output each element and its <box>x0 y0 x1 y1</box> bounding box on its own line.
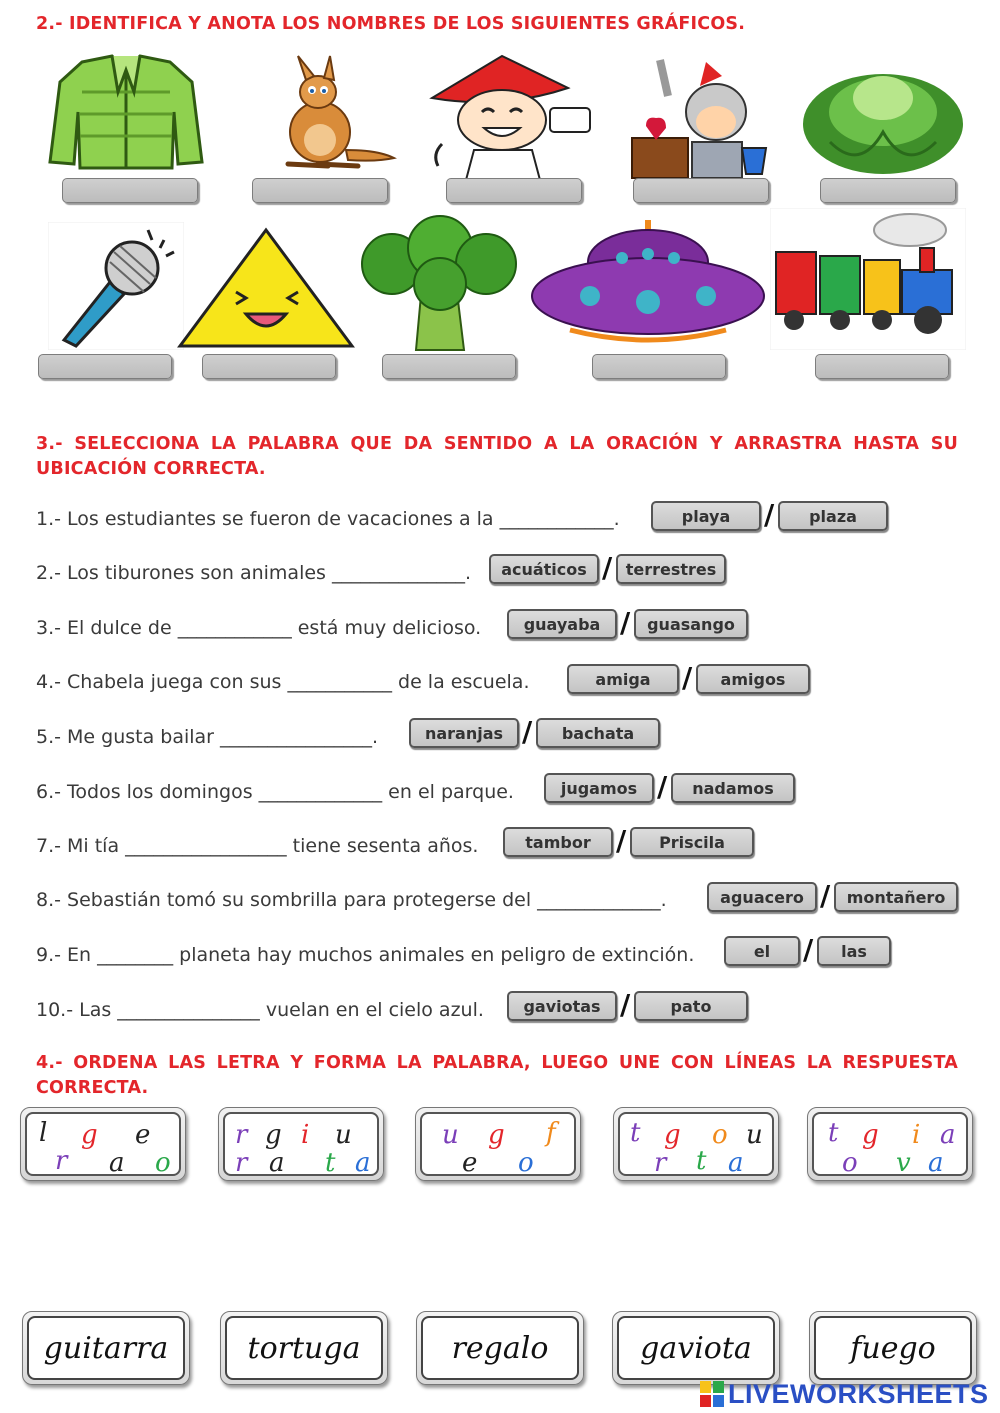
option-aguacero[interactable]: aguacero <box>707 882 817 912</box>
jacket-picture <box>42 52 210 172</box>
option-gaviotas[interactable]: gaviotas <box>507 991 617 1021</box>
answer-box[interactable] <box>633 178 769 203</box>
word-label: regalo <box>421 1316 579 1380</box>
letter: e <box>135 1120 151 1150</box>
liveworksheets-logo-icon <box>700 1381 724 1407</box>
letter: g <box>81 1120 98 1150</box>
chinese-boy-picture <box>422 54 600 180</box>
word-label: gaviota <box>617 1316 775 1380</box>
sentence-10: 10.- Las _______________ vuelan en el cielo azul. <box>36 999 484 1021</box>
letter: o <box>842 1148 858 1178</box>
option-el[interactable]: el <box>724 936 800 966</box>
ufo-picture <box>530 218 766 350</box>
sentence-2: 2.- Los tiburones son animales ______________. <box>36 562 472 584</box>
letter: a <box>269 1148 285 1178</box>
letter: t <box>325 1148 336 1178</box>
word-label: tortuga <box>225 1316 383 1380</box>
letter: u <box>335 1120 352 1150</box>
option-nadamos[interactable]: nadamos <box>671 773 795 803</box>
letter: g <box>488 1120 505 1150</box>
answer-box[interactable] <box>382 354 516 379</box>
word-label: guitarra <box>27 1316 185 1380</box>
option-tambor[interactable]: tambor <box>503 827 613 857</box>
answer-box[interactable] <box>38 354 172 379</box>
option-jugamos[interactable]: jugamos <box>544 773 654 803</box>
section-2-title: 2.- IDENTIFICA Y ANOTA LOS NOMBRES DE LOS SIGUIENTES GRÁFICOS. <box>36 14 746 34</box>
letter: a <box>109 1148 125 1178</box>
option-naranjas[interactable]: naranjas <box>409 718 519 748</box>
answer-box[interactable] <box>62 178 198 203</box>
separator: / <box>620 988 631 1021</box>
separator: / <box>657 770 668 803</box>
scramble-tile-2[interactable] <box>218 1107 384 1181</box>
kangaroo-picture <box>258 54 398 172</box>
knight-picture <box>626 56 774 180</box>
letter: r <box>55 1146 68 1176</box>
letter: a <box>355 1148 371 1178</box>
scramble-tile-3[interactable] <box>415 1107 581 1181</box>
letter: r <box>654 1148 667 1178</box>
scramble-tile-1[interactable] <box>20 1107 186 1181</box>
answer-box[interactable] <box>820 178 956 203</box>
option-guayaba[interactable]: guayaba <box>507 609 617 639</box>
word-label: fuego <box>814 1316 972 1380</box>
letter: l <box>39 1118 48 1148</box>
sentence-9: 9.- En ________ planeta hay muchos animales en peligro de extinción. <box>36 944 695 966</box>
sentence-6: 6.- Todos los domingos _____________ en el parque. <box>36 781 514 803</box>
separator: / <box>620 606 631 639</box>
triangle-picture <box>176 226 356 350</box>
scramble-tile-4[interactable] <box>613 1107 779 1181</box>
answer-box[interactable] <box>815 354 949 379</box>
word-tile-guitarra[interactable] <box>22 1311 190 1385</box>
word-tile-gaviota[interactable] <box>612 1311 780 1385</box>
scramble-tile-5[interactable] <box>807 1107 973 1181</box>
letter: v <box>896 1148 911 1178</box>
letter: t <box>696 1146 707 1176</box>
sentence-7: 7.- Mi tía _________________ tiene sesenta años. <box>36 835 479 857</box>
letter: i <box>301 1120 310 1150</box>
option-amiga[interactable]: amiga <box>567 664 679 694</box>
sentence-4: 4.- Chabela juega con sus ___________ de la escuela. <box>36 671 530 693</box>
word-tile-fuego[interactable] <box>809 1311 977 1385</box>
separator: / <box>616 824 627 857</box>
option-amigos[interactable]: amigos <box>696 664 810 694</box>
letter: g <box>862 1120 879 1150</box>
letter: o <box>518 1148 534 1178</box>
option-priscila[interactable]: Priscila <box>630 827 754 857</box>
broccoli-picture <box>352 214 526 352</box>
letter: t <box>828 1118 839 1148</box>
option-bachata[interactable]: bachata <box>536 718 660 748</box>
option-playa[interactable]: playa <box>651 501 761 531</box>
letter: o <box>712 1120 728 1150</box>
letter: f <box>546 1118 556 1148</box>
sentence-8: 8.- Sebastián tomó su sombrilla para protegerse del _____________. <box>36 889 667 911</box>
letter: u <box>442 1120 459 1150</box>
option-plaza[interactable]: plaza <box>778 501 888 531</box>
separator: / <box>522 715 533 748</box>
separator: / <box>682 661 693 694</box>
letter: u <box>746 1120 763 1150</box>
sentence-1: 1.- Los estudiantes se fueron de vacaciones a la ____________. <box>36 508 620 530</box>
separator: / <box>803 933 814 966</box>
letter: a <box>928 1148 944 1178</box>
option-terrestres[interactable]: terrestres <box>616 554 726 584</box>
word-tile-tortuga[interactable] <box>220 1311 388 1385</box>
lettuce-picture <box>800 62 966 178</box>
answer-box[interactable] <box>446 178 582 203</box>
microphone-picture <box>48 222 184 350</box>
answer-box[interactable] <box>592 354 726 379</box>
section-4-title: 4.- ORDENA LAS LETRA Y FORMA LA PALABRA, LUEGO UNE CON LÍNEAS LA RESPUESTA CORRECTA. <box>36 1053 958 1098</box>
separator: / <box>820 879 831 912</box>
letter: r <box>235 1120 248 1150</box>
sentence-5: 5.- Me gusta bailar ________________. <box>36 726 379 748</box>
brand-name: LIVEWORKSHEETS <box>728 1378 989 1409</box>
separator: / <box>764 498 775 531</box>
letter: e <box>462 1148 478 1178</box>
separator: / <box>602 551 613 584</box>
sentence-3: 3.- El dulce de ____________ está muy delicioso. <box>36 617 482 639</box>
letter: r <box>235 1148 248 1178</box>
option-montanero[interactable]: montañero <box>834 882 958 912</box>
liveworksheets-brand <box>700 1378 989 1410</box>
letter: g <box>664 1120 681 1150</box>
option-pato[interactable]: pato <box>634 991 748 1021</box>
option-acuaticos[interactable]: acuáticos <box>489 554 599 584</box>
word-tile-regalo[interactable] <box>416 1311 584 1385</box>
train-picture <box>770 208 966 350</box>
letter: t <box>630 1118 641 1148</box>
letter: i <box>912 1120 921 1150</box>
letter: a <box>940 1120 956 1150</box>
letter: o <box>155 1148 171 1178</box>
letter: g <box>265 1120 282 1150</box>
option-las[interactable]: las <box>817 936 891 966</box>
letter: a <box>728 1148 744 1178</box>
answer-box[interactable] <box>202 354 336 379</box>
section-3-title: 3.- SELECCIONA LA PALABRA QUE DA SENTIDO A LA ORACIÓN Y ARRASTRA HASTA SU UBICACIÓN CORRECTA. <box>36 434 958 479</box>
option-guasango[interactable]: guasango <box>634 609 748 639</box>
answer-box[interactable] <box>252 178 388 203</box>
